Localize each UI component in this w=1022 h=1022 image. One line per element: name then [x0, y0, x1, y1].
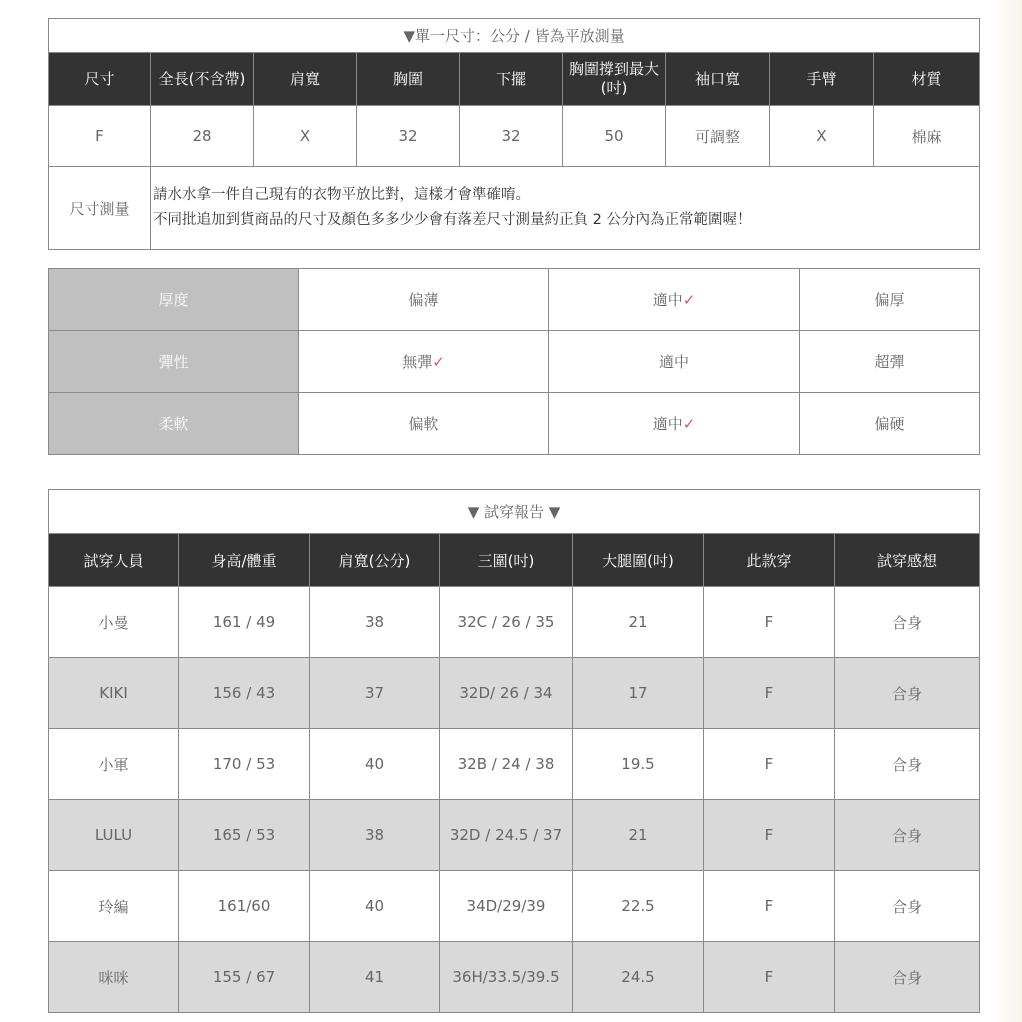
header-height-weight: 身高/體重 [179, 534, 310, 587]
fabric-option [800, 393, 980, 455]
fit-report-row [49, 729, 980, 800]
measurement-note-label: 尺寸測量 [49, 167, 151, 250]
header-chest-max: 胸圍撐到最大(吋) [563, 53, 666, 106]
fit-report-caption: ▼ 試穿報告 ▼ [49, 490, 980, 534]
value-chest: 32 [357, 106, 460, 167]
size-worn: F [704, 871, 835, 942]
fabric-option [549, 331, 800, 393]
size-worn: F [704, 800, 835, 871]
size-table-caption: ▼單一尺寸：公分 / 皆為平放測量 [49, 19, 980, 53]
thigh: 21 [573, 800, 704, 871]
fit-feedback: 合身 [835, 942, 980, 1013]
fit-report-row [49, 587, 980, 658]
measurements: 34D/29/39 [440, 871, 573, 942]
fabric-option-label: 無彈 [402, 353, 433, 371]
value-shoulder: X [254, 106, 357, 167]
header-tester: 試穿人員 [49, 534, 179, 587]
thigh: 19.5 [573, 729, 704, 800]
tester-name: 小軍 [49, 729, 179, 800]
thigh: 22.5 [573, 871, 704, 942]
header-hem: 下擺 [460, 53, 563, 106]
height-weight: 170 / 53 [179, 729, 310, 800]
measurement-note-line-2: 不同批追加到貨商品的尺寸及顏色多多少少會有落差尺寸測量約正負 2 公分內為正常範圍喔！ [153, 212, 752, 228]
fit-report-row [49, 871, 980, 942]
thigh: 21 [573, 587, 704, 658]
fabric-attribute-label: 柔軟 [49, 393, 299, 455]
fabric-option [800, 269, 980, 331]
value-arm: X [770, 106, 874, 167]
header-arm: 手臂 [770, 53, 874, 106]
header-thigh: 大腿圍(吋) [573, 534, 704, 587]
fit-feedback: 合身 [835, 800, 980, 871]
shoulder-cm: 41 [310, 942, 440, 1013]
header-material: 材質 [874, 53, 980, 106]
shoulder-cm: 38 [310, 800, 440, 871]
measurements: 32D / 24.5 / 37 [440, 800, 573, 871]
size-table [48, 18, 980, 250]
size-worn: F [704, 658, 835, 729]
shoulder-cm: 40 [310, 729, 440, 800]
fit-report-row [49, 658, 980, 729]
tester-name: LULU [49, 800, 179, 871]
value-chest-max: 50 [563, 106, 666, 167]
tester-name: 玲編 [49, 871, 179, 942]
value-material: 棉麻 [874, 106, 980, 167]
measurement-note-line-1: 請水水拿一件自己現有的衣物平放比對，這樣才會準確唷。 [153, 187, 530, 203]
check-icon: ✓ [682, 291, 696, 309]
tester-name: KIKI [49, 658, 179, 729]
fabric-row [49, 269, 980, 331]
tester-name: 咪咪 [49, 942, 179, 1013]
fabric-option [299, 393, 549, 455]
header-shoulder: 肩寬 [254, 53, 357, 106]
measurements: 36H/33.5/39.5 [440, 942, 573, 1013]
shoulder-cm: 40 [310, 871, 440, 942]
shoulder-cm: 38 [310, 587, 440, 658]
fabric-attribute-label: 彈性 [49, 331, 299, 393]
tester-name: 小曼 [49, 587, 179, 658]
fabric-option-label: 超彈 [874, 353, 905, 371]
fabric-option-label: 適中 [652, 415, 683, 433]
fabric-row [49, 331, 980, 393]
value-size: F [49, 106, 151, 167]
measurements: 32B / 24 / 38 [440, 729, 573, 800]
thigh: 17 [573, 658, 704, 729]
header-size: 尺寸 [49, 53, 151, 106]
header-fit-feedback: 試穿感想 [835, 534, 980, 587]
height-weight: 156 / 43 [179, 658, 310, 729]
check-icon: ✓ [682, 415, 696, 433]
fabric-option [299, 269, 549, 331]
fabric-option-label: 偏薄 [408, 291, 439, 309]
shoulder-cm: 37 [310, 658, 440, 729]
header-shoulder-cm: 肩寬(公分) [310, 534, 440, 587]
fabric-option-label: 偏軟 [408, 415, 439, 433]
value-cuff: 可調整 [666, 106, 770, 167]
fabric-option [549, 393, 800, 455]
header-length: 全長(不含帶) [151, 53, 254, 106]
fabric-option [800, 331, 980, 393]
height-weight: 165 / 53 [179, 800, 310, 871]
thigh: 24.5 [573, 942, 704, 1013]
fit-report-row [49, 942, 980, 1013]
measurement-note [151, 167, 980, 250]
fabric-option [549, 269, 800, 331]
fabric-option [299, 331, 549, 393]
fit-feedback: 合身 [835, 729, 980, 800]
fabric-row [49, 393, 980, 455]
value-length: 28 [151, 106, 254, 167]
header-chest: 胸圍 [357, 53, 460, 106]
fit-report-row [49, 800, 980, 871]
size-worn: F [704, 729, 835, 800]
fit-feedback: 合身 [835, 587, 980, 658]
size-worn: F [704, 587, 835, 658]
height-weight: 161/60 [179, 871, 310, 942]
fit-report-table [48, 489, 980, 1013]
fabric-attribute-label: 厚度 [49, 269, 299, 331]
header-measurements: 三圍(吋) [440, 534, 573, 587]
fabric-table [48, 268, 980, 455]
check-icon: ✓ [432, 353, 445, 371]
header-size-worn: 此款穿 [704, 534, 835, 587]
fit-feedback: 合身 [835, 658, 980, 729]
fabric-option-label: 適中 [658, 353, 689, 371]
measurements: 32D/ 26 / 34 [440, 658, 573, 729]
fabric-option-label: 偏厚 [874, 291, 905, 309]
measurements: 32C / 26 / 35 [440, 587, 573, 658]
fabric-option-label: 偏硬 [874, 415, 905, 433]
value-hem: 32 [460, 106, 563, 167]
header-cuff: 袖口寬 [666, 53, 770, 106]
fabric-option-label: 適中 [652, 291, 683, 309]
height-weight: 155 / 67 [179, 942, 310, 1013]
size-worn: F [704, 942, 835, 1013]
height-weight: 161 / 49 [179, 587, 310, 658]
fit-feedback: 合身 [835, 871, 980, 942]
